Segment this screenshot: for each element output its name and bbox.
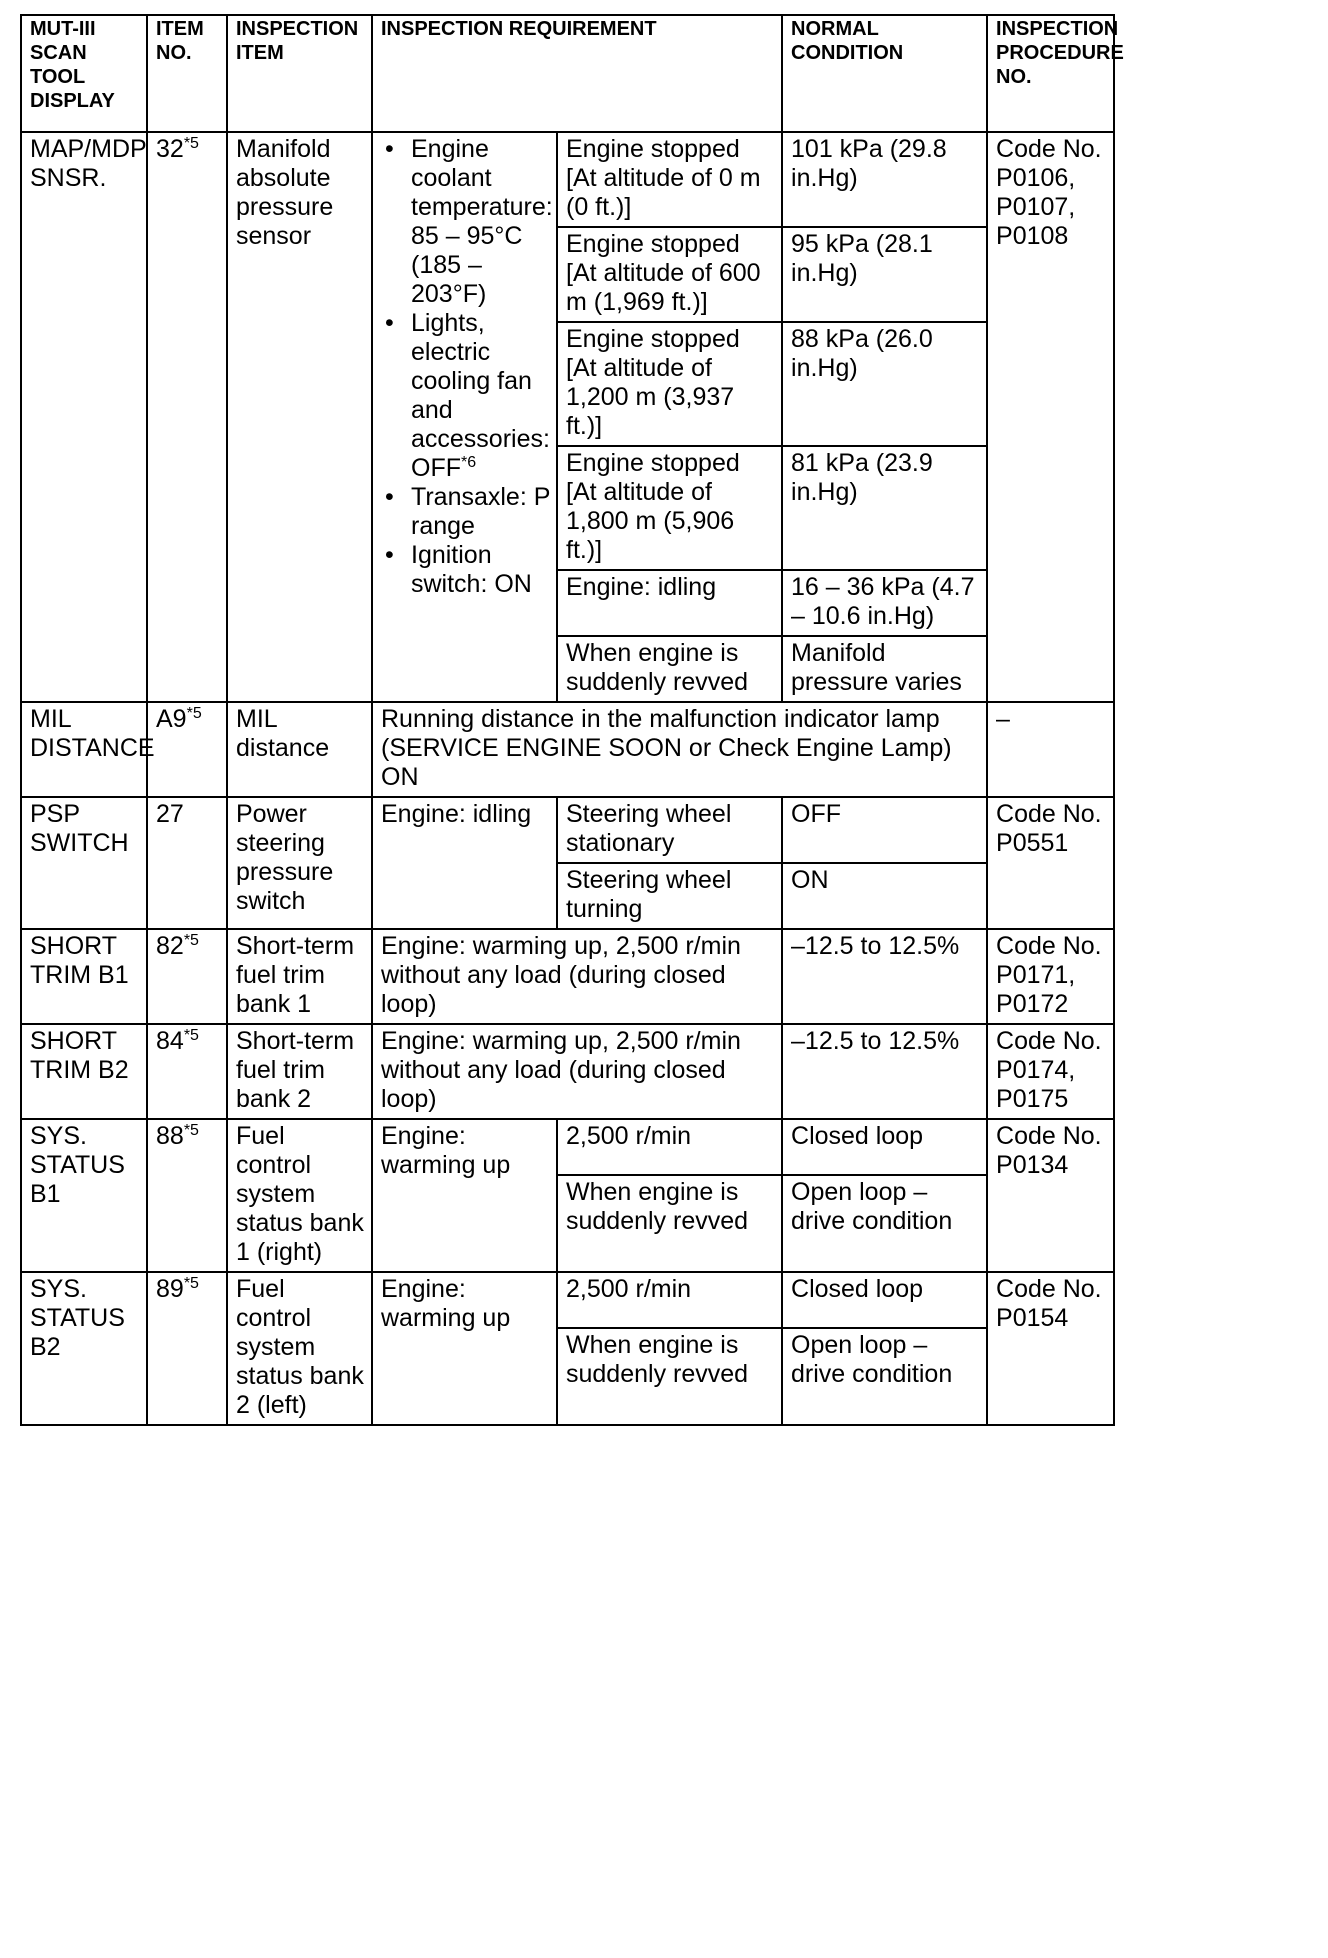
list-item xyxy=(411,309,550,483)
table-row xyxy=(21,1024,1114,1119)
normal-condition-cell: Manifold pressure varies xyxy=(782,636,987,702)
footnote-mark: *5 xyxy=(183,135,199,152)
procedure-cell: Code No. P0106, P0107, P0108 xyxy=(987,132,1114,702)
requirement-cell: When engine is suddenly revved xyxy=(557,636,782,702)
normal-condition-cell: –12.5 to 12.5% xyxy=(782,1024,987,1119)
inspection-item-cell: Manifold absolute pressure sensor xyxy=(227,132,372,702)
condition-text: Lights, electric cooling fan and accessories: OFF xyxy=(411,309,550,482)
table-row xyxy=(21,1272,1114,1328)
inspection-item-cell: Power steering pressure switch xyxy=(227,797,372,929)
inspection-item-cell: Fuel control system status bank 2 (left) xyxy=(227,1272,372,1425)
normal-condition-cell: 101 kPa (29.8 in.Hg) xyxy=(782,132,987,227)
inspection-table-wrapper xyxy=(20,14,1124,1426)
footnote-mark: *5 xyxy=(183,1027,199,1044)
requirement-cell: Engine: idling xyxy=(557,570,782,636)
table-row xyxy=(21,797,1114,863)
list-item: • Transaxle: P range xyxy=(411,483,550,541)
requirement-cell: Engine stopped [At altitude of 600 m (1,969 ft.)] xyxy=(557,227,782,322)
inspection-item-cell: Fuel control system status bank 1 (right) xyxy=(227,1119,372,1272)
header-display: MUT-III SCAN TOOL DISPLAY xyxy=(21,15,147,132)
item-no-cell xyxy=(147,702,227,797)
normal-condition-cell: 88 kPa (26.0 in.Hg) xyxy=(782,322,987,446)
normal-condition-cell: Closed loop xyxy=(782,1272,987,1328)
normal-condition-cell: 81 kPa (23.9 in.Hg) xyxy=(782,446,987,570)
header-row xyxy=(21,15,1114,132)
procedure-cell: Code No. P0174, P0175 xyxy=(987,1024,1114,1119)
item-no-cell: 27 xyxy=(147,797,227,929)
display-cell: SHORT TRIM B1 xyxy=(21,929,147,1024)
requirement-cell: Running distance in the malfunction indicator lamp (SERVICE ENGINE SOON or Check Engine Lamp) ON xyxy=(372,702,987,797)
display-cell: MIL DISTANCE xyxy=(21,702,147,797)
procedure-cell: Code No. P0171, P0172 xyxy=(987,929,1114,1024)
procedure-cell: Code No. P0551 xyxy=(987,797,1114,929)
condition-list-cell xyxy=(372,132,557,702)
header-procedure-no: INSPECTION PROCEDURE NO. xyxy=(987,15,1114,132)
normal-condition-cell: Open loop – drive condition xyxy=(782,1175,987,1272)
table-row xyxy=(21,929,1114,1024)
item-no: 89 xyxy=(156,1275,184,1303)
requirement-cell: When engine is suddenly revved xyxy=(557,1175,782,1272)
normal-condition-cell: –12.5 to 12.5% xyxy=(782,929,987,1024)
item-no: 84 xyxy=(156,1027,184,1055)
requirement-cell: 2,500 r/min xyxy=(557,1272,782,1328)
table-row xyxy=(21,702,1114,797)
procedure-cell: Code No. P0134 xyxy=(987,1119,1114,1272)
normal-condition-cell: Open loop – drive condition xyxy=(782,1328,987,1425)
footnote-mark: *6 xyxy=(461,454,477,471)
requirement-cell: Steering wheel turning xyxy=(557,863,782,929)
requirement-cell: When engine is suddenly revved xyxy=(557,1328,782,1425)
item-no: A9 xyxy=(156,705,187,733)
footnote-mark: *5 xyxy=(183,1275,199,1292)
inspection-item-cell: Short-term fuel trim bank 2 xyxy=(227,1024,372,1119)
list-item: • Engine coolant temperature: 85 – 95°C (185 – 203°F) xyxy=(411,135,550,309)
list-item: • Ignition switch: ON xyxy=(411,541,550,599)
requirement-cell: Engine stopped [At altitude of 1,800 m (5,906 ft.)] xyxy=(557,446,782,570)
display-cell: SYS. STATUS B1 xyxy=(21,1119,147,1272)
condition-list xyxy=(381,135,553,599)
display-cell: MAP/MDP SNSR. xyxy=(21,132,147,702)
display-cell: SHORT TRIM B2 xyxy=(21,1024,147,1119)
display-cell: PSP SWITCH xyxy=(21,797,147,929)
condition-cell: Engine: idling xyxy=(372,797,557,929)
header-inspection-item: INSPECTION ITEM xyxy=(227,15,372,132)
footnote-mark: *5 xyxy=(183,932,199,949)
inspection-item-cell: MIL distance xyxy=(227,702,372,797)
condition-cell: Engine: warming up xyxy=(372,1272,557,1425)
item-no-cell xyxy=(147,929,227,1024)
table-row xyxy=(21,1119,1114,1175)
footnote-mark: *5 xyxy=(186,705,202,722)
header-normal-condition: NORMAL CONDITION xyxy=(782,15,987,132)
display-cell: SYS. STATUS B2 xyxy=(21,1272,147,1425)
header-requirement: INSPECTION REQUIREMENT xyxy=(372,15,782,132)
requirement-cell: Engine stopped [At altitude of 1,200 m (3,937 ft.)] xyxy=(557,322,782,446)
normal-condition-cell: ON xyxy=(782,863,987,929)
item-no-cell xyxy=(147,132,227,702)
item-no-cell xyxy=(147,1119,227,1272)
requirement-cell: Engine stopped [At altitude of 0 m (0 ft.)] xyxy=(557,132,782,227)
normal-condition-cell: Closed loop xyxy=(782,1119,987,1175)
requirement-cell: Steering wheel stationary xyxy=(557,797,782,863)
normal-condition-cell: 16 – 36 kPa (4.7 – 10.6 in.Hg) xyxy=(782,570,987,636)
item-no: 88 xyxy=(156,1122,184,1150)
item-no-cell xyxy=(147,1024,227,1119)
condition-cell: Engine: warming up xyxy=(372,1119,557,1272)
item-no-cell xyxy=(147,1272,227,1425)
procedure-cell: – xyxy=(987,702,1114,797)
requirement-cell: 2,500 r/min xyxy=(557,1119,782,1175)
inspection-item-cell: Short-term fuel trim bank 1 xyxy=(227,929,372,1024)
footnote-mark: *5 xyxy=(183,1122,199,1139)
header-item-no: ITEM NO. xyxy=(147,15,227,132)
normal-condition-cell: OFF xyxy=(782,797,987,863)
inspection-table xyxy=(20,14,1124,1426)
requirement-cell: Engine: warming up, 2,500 r/min without any load (during closed loop) xyxy=(372,1024,782,1119)
item-no: 82 xyxy=(156,932,184,960)
normal-condition-cell: 95 kPa (28.1 in.Hg) xyxy=(782,227,987,322)
requirement-cell: Engine: warming up, 2,500 r/min without any load (during closed loop) xyxy=(372,929,782,1024)
procedure-cell: Code No. P0154 xyxy=(987,1272,1114,1425)
item-no: 32 xyxy=(156,135,184,163)
table-row xyxy=(21,132,1114,227)
